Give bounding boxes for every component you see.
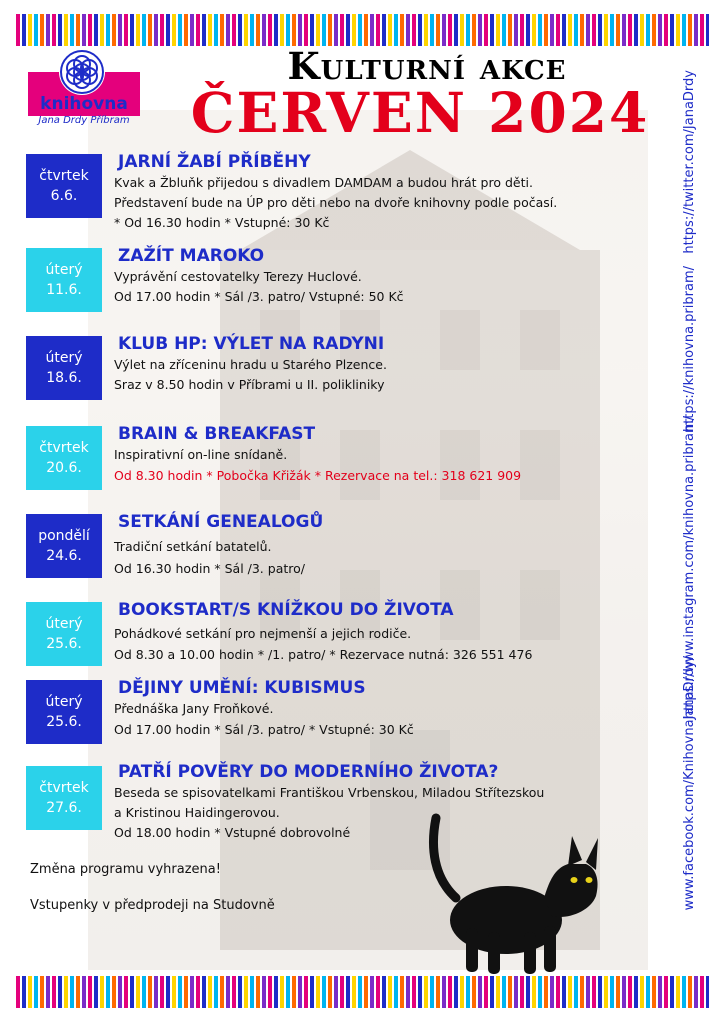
event-title: JARNÍ ŽABÍ PŘÍBĚHY xyxy=(118,152,311,172)
black-cat-illustration xyxy=(426,808,626,978)
event-date: 24.6. xyxy=(46,548,82,564)
event-description: Představení bude na ÚP pro děti nebo na dvoře knihovny podle počasí. xyxy=(114,195,558,210)
page-title-month: ČERVEN 2024 xyxy=(190,80,650,145)
event-description: Vyprávění cestovatelky Terezy Huclové. xyxy=(114,269,362,284)
event-date-box xyxy=(26,336,102,400)
event-date-box xyxy=(26,514,102,578)
event-day: úterý xyxy=(45,616,83,632)
event-item xyxy=(26,678,676,754)
event-description: Inspirativní on-line snídaně. xyxy=(114,447,288,462)
logo-word: knihovna xyxy=(40,94,128,114)
event-details: Od 17.00 hodin * Sál /3. patro/ Vstupné: 50 Kč xyxy=(114,289,404,304)
event-title: SETKÁNÍ GENEALOGŮ xyxy=(118,512,324,532)
event-day: čtvrtek xyxy=(39,168,89,184)
event-description: a Kristinou Haidingerovou. xyxy=(114,805,280,820)
event-date: 6.6. xyxy=(50,188,78,204)
website-link[interactable]: https://knihovna.pribram/ xyxy=(682,266,697,433)
event-title: BRAIN & BREAKFAST xyxy=(118,424,316,444)
event-day: úterý xyxy=(45,262,83,278)
event-title: PATŘÍ POVĚRY DO MODERNÍHO ŽIVOTA? xyxy=(118,762,499,782)
event-day: úterý xyxy=(45,694,83,710)
event-description: Tradiční setkání batatelů. xyxy=(114,539,272,554)
event-date-box xyxy=(26,154,102,218)
event-title: KLUB HP: VÝLET NA RADYNI xyxy=(118,334,385,354)
event-date-box xyxy=(26,248,102,312)
event-description: Přednáška Jany Froňkové. xyxy=(114,701,274,716)
event-description: Beseda se spisovatelkami Františkou Vrbenskou, Miladou Střítezskou xyxy=(114,785,545,800)
facebook-link[interactable]: www.facebook.com/KnihovnaJanaDrdy/ xyxy=(682,656,697,911)
decorative-stripe-top xyxy=(16,14,709,46)
page-title: Kulturní akce xyxy=(287,44,567,88)
library-logo xyxy=(26,48,142,132)
event-date-box xyxy=(26,602,102,666)
event-title: BOOKSTART/S KNÍŽKOU DO ŽIVOTA xyxy=(118,600,454,620)
event-description: Výlet na zříceninu hradu u Starého Plzence. xyxy=(114,357,387,372)
flower-of-life-icon xyxy=(58,48,106,96)
event-date-box xyxy=(26,766,102,830)
tickets-note: Vstupenky v předprodeji na Studovně xyxy=(30,898,275,913)
event-description: Kvak a Žbluňk přijedou s divadlem DAMDAM a budou hrát pro děti. xyxy=(114,175,533,190)
event-details: * Od 16.30 hodin * Vstupné: 30 Kč xyxy=(114,215,330,230)
event-date: 27.6. xyxy=(46,800,82,816)
program-change-note: Změna programu vyhrazena! xyxy=(30,862,221,877)
event-date: 25.6. xyxy=(46,636,82,652)
event-day: čtvrtek xyxy=(39,440,89,456)
event-description: Pohádkové setkání pro nejmenší a jejich rodiče. xyxy=(114,626,412,641)
event-details: Od 8.30 a 10.00 hodin * /1. patro/ * Rezervace nutná: 326 551 476 xyxy=(114,647,533,662)
twitter-link[interactable]: https://twitter.com/JanaDrdy xyxy=(682,70,697,254)
event-date-box xyxy=(26,680,102,744)
event-date-box xyxy=(26,426,102,490)
event-date: 20.6. xyxy=(46,460,82,476)
event-day: pondělí xyxy=(38,528,90,544)
event-details-highlight: Od 8.30 hodin * Pobočka Křižák * Rezervace na tel.: 318 621 909 xyxy=(114,468,522,483)
event-title: DĚJINY UMĚNÍ: KUBISMUS xyxy=(118,678,366,698)
event-details: Od 16.30 hodin * Sál /3. patro/ xyxy=(114,561,305,576)
social-links xyxy=(682,70,712,930)
event-item xyxy=(26,424,676,500)
event-date: 11.6. xyxy=(46,282,82,298)
event-day: čtvrtek xyxy=(39,780,89,796)
event-date: 18.6. xyxy=(46,370,82,386)
event-details: Od 17.00 hodin * Sál /3. patro/ * Vstupné: 30 Kč xyxy=(114,722,414,737)
logo-subtitle: Jana Drdy Příbram xyxy=(38,115,130,126)
event-item xyxy=(26,600,676,676)
event-date: 25.6. xyxy=(46,714,82,730)
event-item xyxy=(26,246,676,322)
event-details: Od 18.00 hodin * Vstupné dobrovolné xyxy=(114,825,351,840)
event-item xyxy=(26,334,676,410)
event-details: Sraz v 8.50 hodin v Příbrami u II. polikliniky xyxy=(114,377,385,392)
decorative-stripe-bottom xyxy=(16,976,709,1008)
event-item xyxy=(26,152,676,228)
event-title: ZAŽÍT MAROKO xyxy=(118,246,265,266)
event-item xyxy=(26,512,676,588)
event-day: úterý xyxy=(45,350,83,366)
instagram-link[interactable]: https://www.instagram.com/knihovna.pribram/ xyxy=(682,416,697,720)
